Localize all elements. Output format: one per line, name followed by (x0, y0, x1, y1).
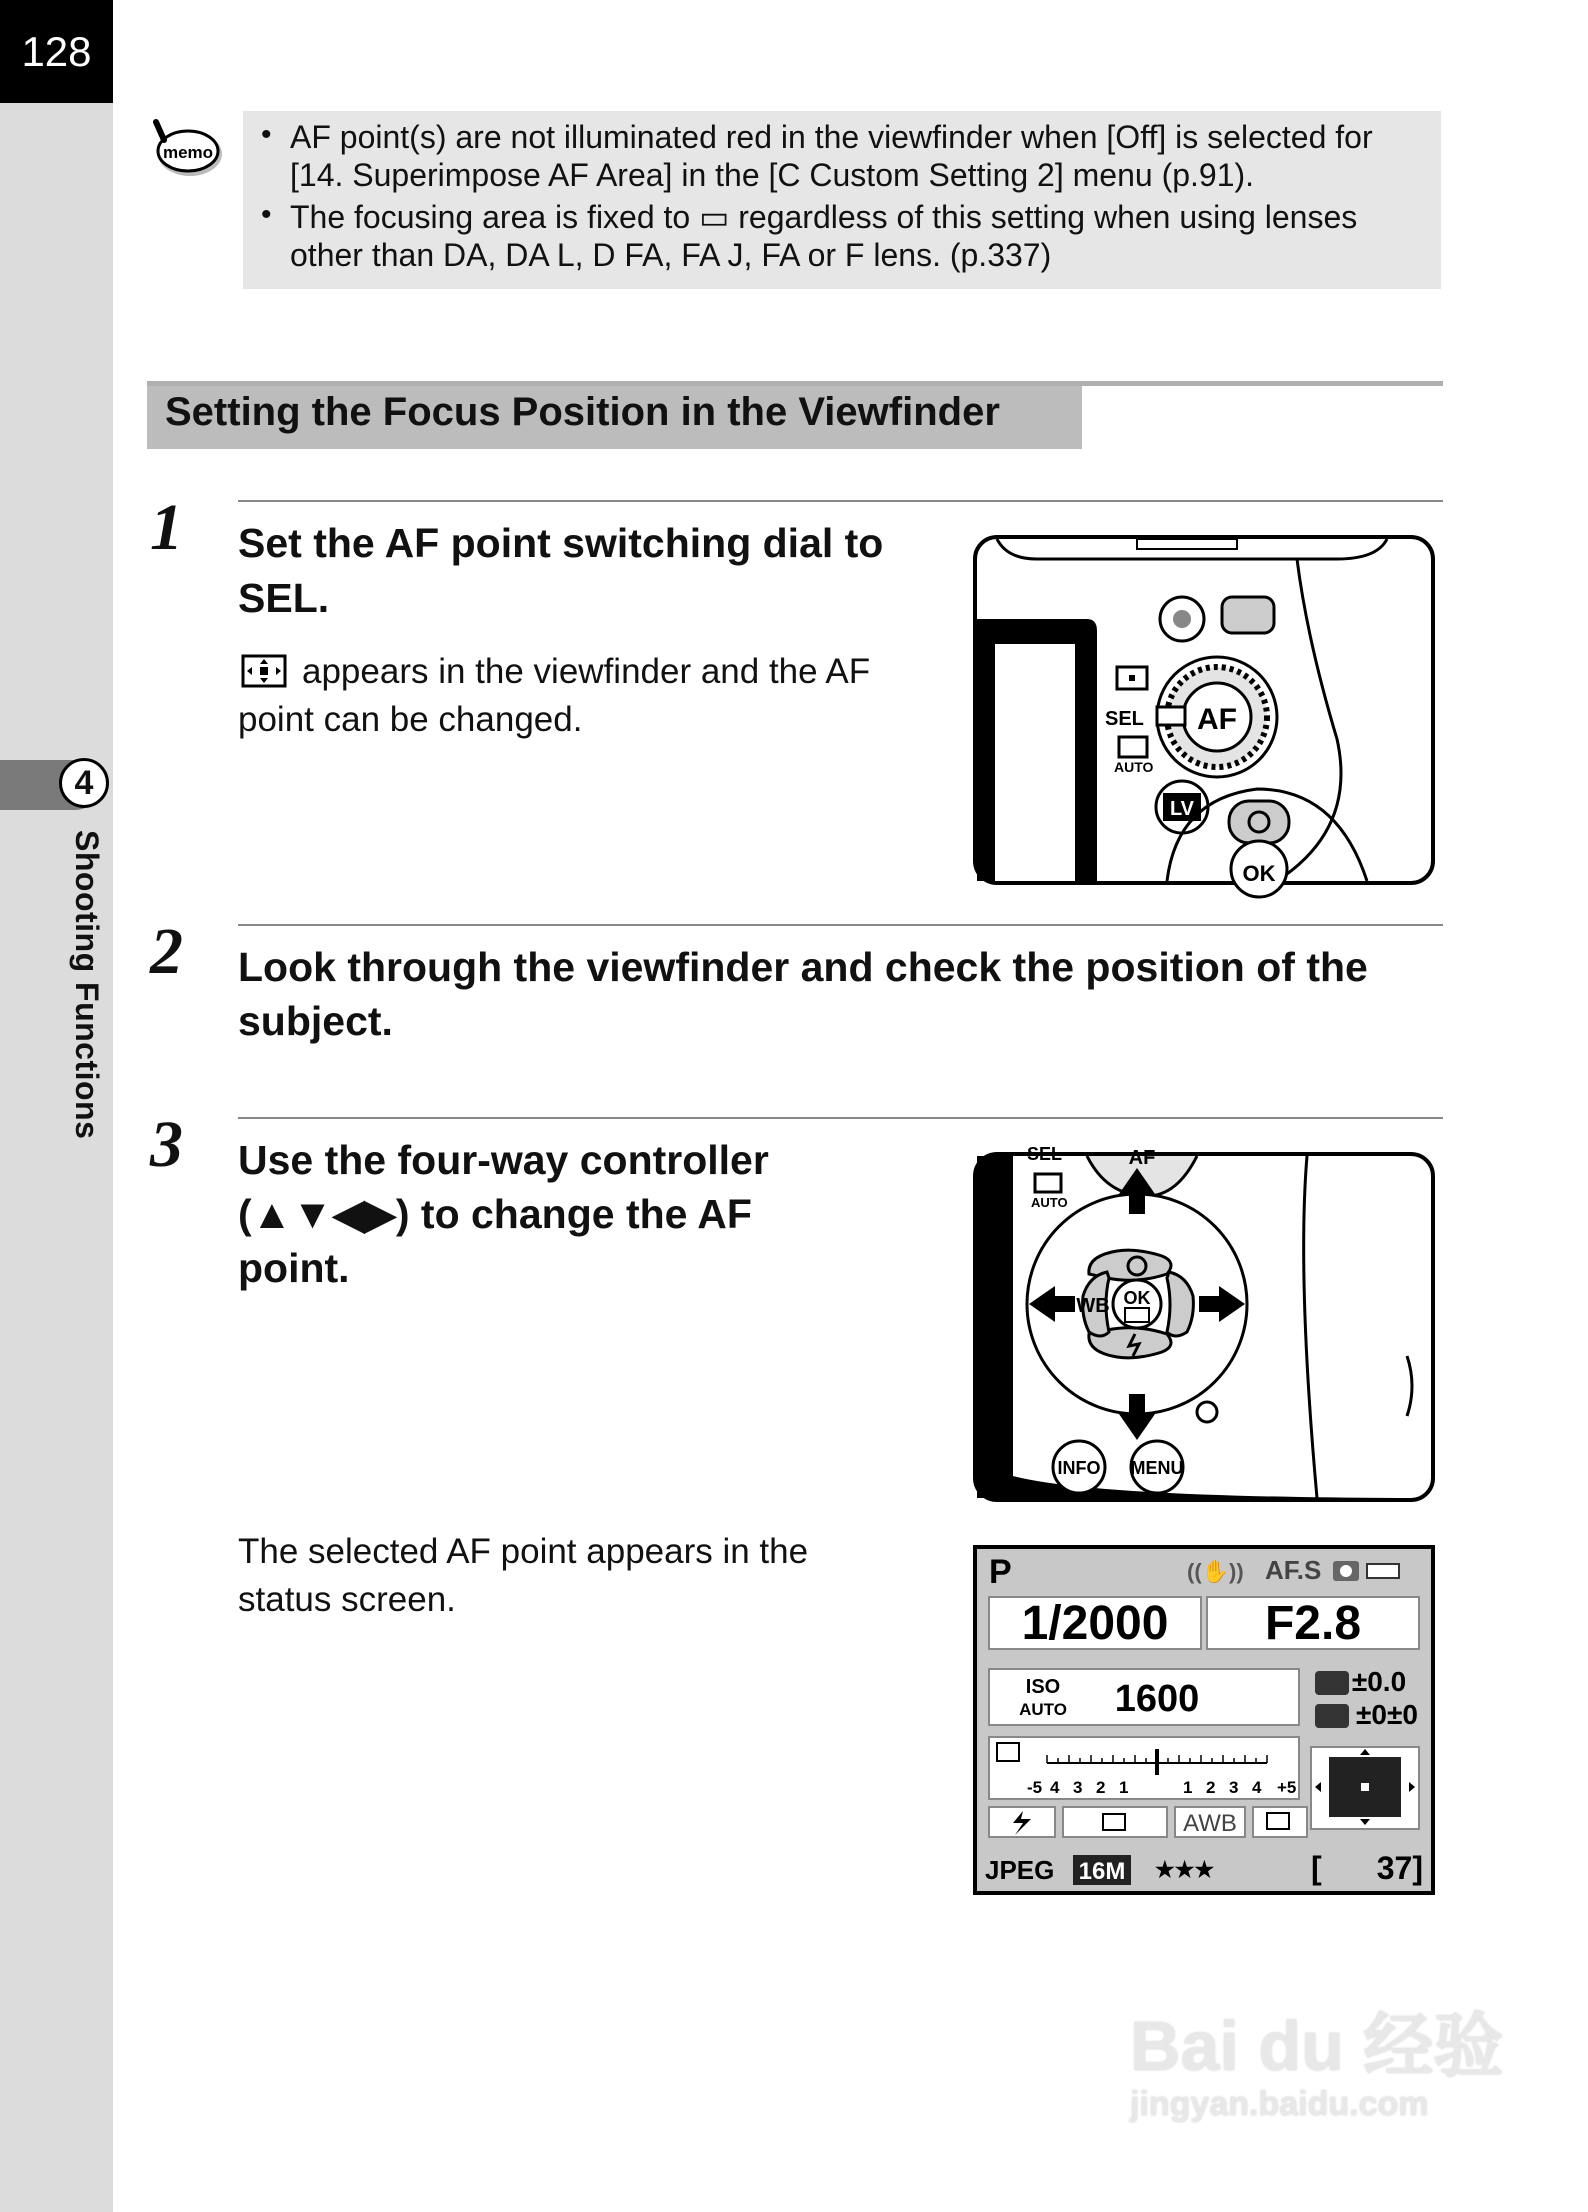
step-number: 2 (150, 915, 183, 988)
scale-label: 2 (1096, 1778, 1106, 1797)
lv-label: LV (1169, 798, 1195, 820)
quality-label: ★★★ (1155, 1857, 1215, 1882)
af-button-label: AF (1197, 703, 1237, 736)
scale-label: 4 (1252, 1778, 1262, 1797)
scale-label: 4 (1050, 1778, 1060, 1797)
wb-shift: ±0±0 (1356, 1699, 1418, 1730)
sel-label: SEL (1105, 708, 1144, 730)
status-screen (973, 1545, 1435, 1895)
step-title: Use the four-way controller (238, 1137, 769, 1183)
step-rule (238, 924, 1443, 926)
step-body: The selected AF point appears in the (238, 1532, 809, 1571)
step-number: 3 (150, 1108, 183, 1181)
ok-label: OK (1242, 861, 1276, 886)
shots-remaining: 37] (1376, 1850, 1423, 1886)
step-title: (▲▼◀▶) to change the AF (238, 1191, 752, 1237)
step-rule (238, 500, 1443, 502)
iso-value: 1600 (1114, 1678, 1200, 1720)
step-title: SEL. (238, 575, 330, 621)
bullet-icon: • (261, 118, 272, 151)
step-title: subject. (238, 998, 393, 1044)
chapter-number: 4 (59, 758, 109, 808)
menu-label: MENU (1130, 1458, 1184, 1478)
ok-label: OK (1123, 1288, 1151, 1308)
step-title: point. (238, 1245, 350, 1291)
scale-label: 3 (1229, 1778, 1239, 1797)
scale-label: 3 (1073, 1778, 1083, 1797)
auto-label: AUTO (1031, 1195, 1068, 1210)
info-label: INFO (1057, 1458, 1101, 1478)
memo-text: The focusing area is fixed to ▭ regardless of this setting when using lenses (290, 199, 1358, 235)
chapter-title: Shooting Functions (69, 830, 105, 1140)
af-area-icon (241, 654, 287, 688)
step-title: Look through the viewfinder and check the position of the (238, 944, 1368, 990)
flash-comp: ±0.0 (1351, 1666, 1407, 1697)
step-body: point can be changed. (238, 700, 583, 739)
step-body: appears in the viewfinder and the AF (302, 652, 871, 691)
controller-illustration (973, 1144, 1435, 1502)
step-body: status screen. (238, 1580, 456, 1619)
aperture: F2.8 (1264, 1597, 1362, 1650)
iso-label: ISO (1025, 1676, 1061, 1698)
shake-reduction-icon: ((✋)) (1187, 1559, 1244, 1584)
shots-bracket: [ (1311, 1850, 1322, 1886)
watermark-url: jingyan.baidu.com (1130, 2085, 1429, 2123)
af-mode-label: AF.S (1265, 1555, 1322, 1585)
wb-label: WB (1076, 1295, 1110, 1317)
mode-label: P (989, 1553, 1012, 1591)
shutter-speed: 1/2000 (1021, 1597, 1169, 1650)
step-rule (238, 1117, 1443, 1119)
watermark-brand: Bai du 经验 (1130, 2007, 1504, 2085)
auto-label: AUTO (1114, 759, 1154, 775)
size-label: 16M (1078, 1858, 1126, 1885)
step-number: 1 (150, 491, 183, 564)
af-dial-illustration (973, 535, 1435, 885)
step-title: Set the AF point switching dial to (238, 520, 884, 566)
scale-label: +5 (1277, 1778, 1297, 1797)
sel-label: SEL (1027, 1144, 1063, 1164)
memo-text: AF point(s) are not illuminated red in the viewfinder when [Off] is selected for (290, 119, 1373, 155)
iso-auto-label: AUTO (1019, 1700, 1067, 1719)
wb-setting: AWB (1183, 1810, 1237, 1837)
scale-label: -5 (1027, 1778, 1043, 1797)
memo-icon (150, 118, 226, 184)
format-label: JPEG (985, 1855, 1055, 1885)
scale-label: 1 (1119, 1778, 1129, 1797)
af-button-label: AF (1128, 1147, 1156, 1169)
page-number: 128 (0, 0, 113, 103)
memo-text: other than DA, DA L, D FA, FA J, FA or F lens. (p.337) (290, 237, 1052, 273)
memo-text: [14. Superimpose AF Area] in the [C Custom Setting 2] menu (p.91). (290, 157, 1255, 193)
section-title: Setting the Focus Position in the Viewfinder (147, 386, 1082, 449)
memo-icon-label: memo (162, 143, 214, 162)
bullet-icon: • (261, 198, 272, 231)
scale-label: 1 (1183, 1778, 1193, 1797)
scale-label: 2 (1206, 1778, 1216, 1797)
